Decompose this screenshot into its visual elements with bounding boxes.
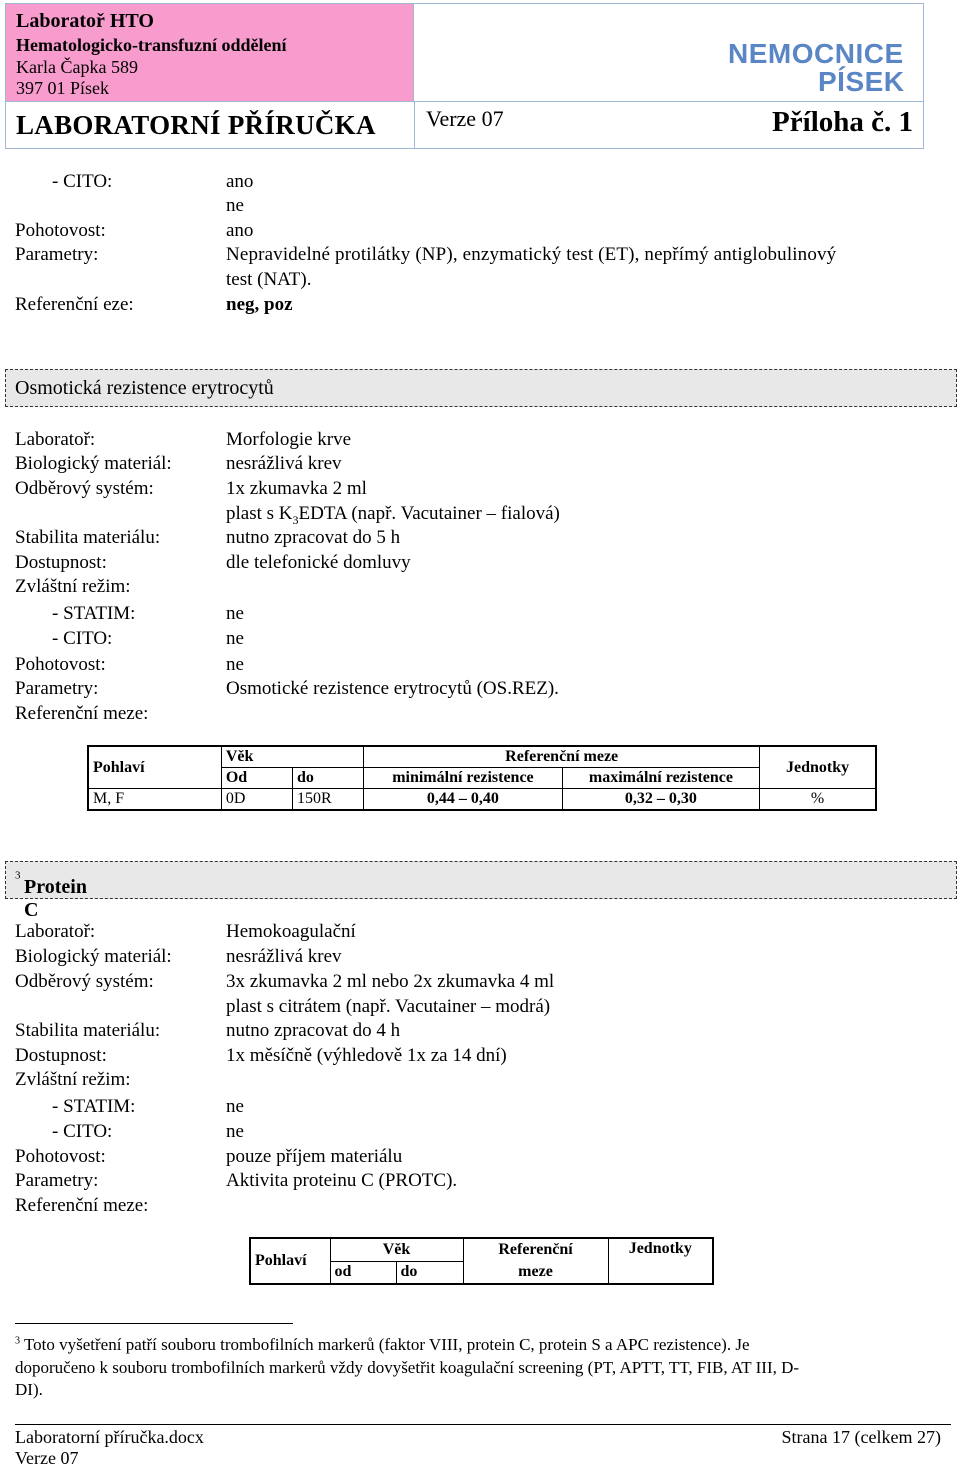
detail-label: Zvláštní režim: <box>15 576 131 597</box>
address-city: 397 01 Písek <box>16 78 110 98</box>
detail-value: nutno zpracovat do 4 h <box>226 1020 401 1041</box>
reference-label: Referenční eze: <box>15 294 134 315</box>
detail-label: Zvláštní režim: <box>15 1069 131 1090</box>
detail-label: - CITO: <box>52 1121 113 1142</box>
header-referencni-meze: Referenční meze <box>364 746 760 768</box>
footnote-line2: doporučeno k souboru trombofilních markerů vždy dovyšetřit koagulační screening (PT, APTT, TT, FIB, AT III, D- <box>15 1358 800 1377</box>
osmotic-reference-table <box>87 745 877 811</box>
header-lab-block <box>6 4 414 102</box>
detail-label: Referenční meze: <box>15 1195 149 1216</box>
pohotovost-value: ano <box>226 220 254 241</box>
header-vek: Věk <box>330 1238 463 1261</box>
detail-label: Pohotovost: <box>15 654 106 675</box>
detail-value: ne <box>226 628 244 649</box>
footer-page-number: Strana 17 (celkem 27) <box>781 1427 941 1447</box>
detail-label: - STATIM: <box>52 603 136 624</box>
footnote-ref: 3 <box>15 869 21 882</box>
detail-value: pouze příjem materiálu <box>226 1146 403 1167</box>
detail-label: - CITO: <box>52 628 113 649</box>
cell-jednotky: % <box>760 789 876 811</box>
lab-name: Laboratoř HTO <box>16 10 154 32</box>
detail-value: 1x měsíčně (výhledově 1x za 14 dní) <box>226 1045 507 1066</box>
cell-min: 0,44 – 0,40 <box>364 789 563 811</box>
detail-value-tube <box>226 503 560 528</box>
cell-do: 150R <box>293 789 364 811</box>
header-do: do <box>293 768 364 789</box>
detail-label: Parametry: <box>15 1170 99 1191</box>
header-od: Od <box>221 768 292 789</box>
header-jednotky: Jednotky <box>608 1238 713 1284</box>
detail-label: Dostupnost: <box>15 552 107 573</box>
logo-text-nemocnice: NEMOCNICE <box>728 38 904 69</box>
department-name: Hematologicko-transfuzní oddělení <box>16 35 287 55</box>
detail-label: Pohotovost: <box>15 1146 106 1167</box>
detail-label: Dostupnost: <box>15 1045 107 1066</box>
header-min: minimální rezistence <box>364 768 563 789</box>
cell-max: 0,32 – 0,30 <box>562 789 760 811</box>
detail-label: Biologický materiál: <box>15 453 172 474</box>
section-header-protein-c <box>5 861 957 921</box>
cito-label: - CITO: <box>52 171 113 192</box>
detail-value: dle telefonické domluvy <box>226 552 411 573</box>
pohotovost-label: Pohotovost: <box>15 220 106 241</box>
footer-filename: Laboratorní příručka.docx <box>15 1427 204 1447</box>
cell-od: 0D <box>221 789 292 811</box>
detail-value: nesrážlivá krev <box>226 946 342 967</box>
header-jednotky: Jednotky <box>760 746 876 789</box>
header-do: do <box>396 1261 463 1284</box>
detail-value: nutno zpracovat do 5 h <box>226 527 401 548</box>
detail-value: ne <box>226 1096 244 1117</box>
footnote-line1 <box>15 1335 750 1355</box>
section-title-wrap <box>15 869 87 921</box>
header-divider <box>414 102 415 148</box>
header-referencni: Referenční <box>463 1238 608 1261</box>
cito-value: ano <box>226 171 254 192</box>
parametry-label: Parametry: <box>15 244 99 265</box>
section-header-osmotic <box>5 369 957 407</box>
footnote-text: Toto vyšetření patří souboru trombofilních markerů (faktor VIII, protein C, protein S a APC rezistence). Je <box>23 1335 750 1354</box>
tube-text-rest: EDTA (např. Vacutainer – fialová) <box>298 503 560 524</box>
footnote-number: 3 <box>15 1335 20 1347</box>
detail-label: Odběrový systém: <box>15 971 154 992</box>
tube-text: plast s K <box>226 503 293 524</box>
detail-label: Referenční meze: <box>15 703 149 724</box>
footer-version: Verze 07 <box>15 1448 79 1468</box>
detail-value: plast s citrátem (např. Vacutainer – modrá) <box>226 996 551 1017</box>
document-title: LABORATORNÍ PŘÍRUČKA <box>16 110 376 140</box>
header-meze: meze <box>463 1261 608 1284</box>
header-pohlavi: Pohlaví <box>88 746 221 789</box>
cell-pohlavi: M, F <box>88 789 221 811</box>
footnote-line3: DI). <box>15 1380 43 1399</box>
detail-value: 1x zkumavka 2 ml <box>226 478 367 499</box>
detail-label: - STATIM: <box>52 1096 136 1117</box>
detail-value: ne <box>226 603 244 624</box>
document-version: Verze 07 <box>426 106 504 131</box>
parametry-value-line1: Nepravidelné protilátky (NP), enzymatický test (ET), nepřímý antiglobulinový <box>226 244 837 265</box>
detail-value: ne <box>226 1121 244 1142</box>
attachment-number: Příloha č. 1 <box>772 106 913 138</box>
detail-label: Laboratoř: <box>15 429 96 450</box>
detail-value: Osmotické rezistence erytrocytů (OS.REZ). <box>226 678 559 699</box>
footnote-separator <box>15 1323 293 1324</box>
table-row <box>88 789 876 811</box>
detail-label: Parametry: <box>15 678 99 699</box>
detail-value: Aktivita proteinu C (PROTC). <box>226 1170 458 1191</box>
detail-value: Morfologie krve <box>226 429 352 450</box>
protein-c-reference-table <box>249 1237 714 1285</box>
reference-value: neg, poz <box>226 294 293 315</box>
value-ne: ne <box>226 195 244 216</box>
detail-value: 3x zkumavka 2 ml nebo 2x zkumavka 4 ml <box>226 971 555 992</box>
detail-value: Hemokoagulační <box>226 921 356 942</box>
header-max: maximální rezistence <box>562 768 760 789</box>
detail-label: Laboratoř: <box>15 921 96 942</box>
detail-label: Biologický materiál: <box>15 946 172 967</box>
logo-text-pisek: PÍSEK <box>818 66 905 97</box>
section-title: Osmotická rezistence erytrocytů <box>15 377 274 399</box>
parametry-value-line2: test (NAT). <box>226 269 312 290</box>
detail-value: nesrážlivá krev <box>226 453 342 474</box>
detail-label: Stabilita materiálu: <box>15 527 161 548</box>
header-od: od <box>330 1261 396 1284</box>
detail-label: Odběrový systém: <box>15 478 154 499</box>
detail-label: Stabilita materiálu: <box>15 1020 161 1041</box>
header-pohlavi: Pohlaví <box>250 1238 330 1284</box>
footer-separator <box>15 1424 951 1425</box>
subscript: 3 <box>292 512 299 527</box>
detail-value: ne <box>226 654 244 675</box>
section-title: Protein C <box>24 876 87 921</box>
document-header <box>5 3 924 149</box>
header-vek: Věk <box>221 746 363 768</box>
address-street: Karla Čapka 589 <box>16 57 138 77</box>
